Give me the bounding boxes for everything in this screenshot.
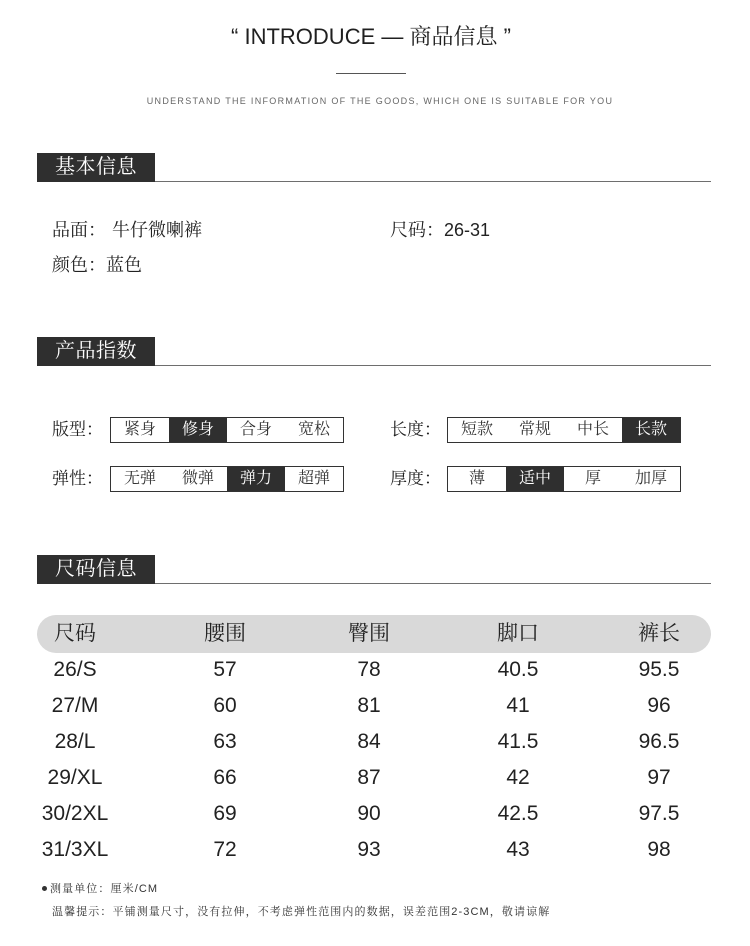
table-row [0,728,750,756]
table-cell: 78 [357,658,381,681]
attr-option-elasticity-1: 微弹 [181,470,214,487]
table-cell: 60 [213,694,237,717]
attr-scale-thickness [447,466,681,492]
attr-scale-length [447,417,681,443]
table-cell: 43 [506,838,530,861]
table-cell: 96.5 [638,730,680,753]
table-cell: 41 [506,694,530,717]
note-measurement-unit [42,882,158,896]
table-cell: 87 [357,766,381,789]
table-cell: 72 [213,838,237,861]
table-row [0,692,750,720]
attr-option-thickness-2: 厚 [584,470,601,487]
table-cell: 63 [213,730,237,753]
table-cell: 42 [506,766,530,789]
attr-scale-fit [110,417,344,443]
column-header-waist: 腰围 [204,622,246,645]
attr-option-thickness-3: 加厚 [634,470,667,487]
info-size-label: 尺码： [390,220,444,240]
table-row [0,836,750,864]
attr-option-fit-3: 宽松 [297,421,330,438]
note-unit-text: 测量单位：厘米/CM [50,883,159,895]
attr-option-length-0: 短款 [460,421,493,438]
attr-option-elasticity-3: 超弹 [297,470,330,487]
info-fabric-value: 牛仔微喇裤 [112,220,202,240]
page-title: “ INTRODUCE — 商品信息 ” [231,24,511,49]
table-cell: 84 [357,730,381,753]
attr-label-fit: 版型： [52,420,103,439]
table-cell: 30/2XL [41,802,109,825]
attr-scale-elasticity [110,466,344,492]
table-cell: 66 [213,766,237,789]
column-header-hem: 脚口 [497,622,539,645]
table-cell: 81 [357,694,381,717]
attr-option-elasticity-2: 弹力 [227,467,285,491]
table-cell: 90 [357,802,381,825]
title-divider [336,73,406,74]
info-color [52,253,142,277]
attr-label-length: 长度： [390,420,441,439]
note-tip: 温馨提示：平铺测量尺寸，没有拉伸，不考虑弹性范围内的数据，误差范围2-3CM，敬请谅解 [52,906,551,918]
bullet-icon [42,886,47,891]
table-cell: 27/M [51,694,99,717]
column-header-size: 尺码 [54,622,96,645]
section-heading-size-info: 尺码信息 [37,555,155,584]
table-cell: 29/XL [47,766,103,789]
table-row [0,656,750,684]
table-cell: 98 [647,838,671,861]
table-cell: 31/3XL [41,838,109,861]
table-cell: 95.5 [638,658,680,681]
size-table-header [0,620,750,648]
attr-option-thickness-1: 适中 [506,467,564,491]
table-cell: 93 [357,838,381,861]
table-cell: 28/L [54,730,96,753]
page-subtitle: UNDERSTAND THE INFORMATION OF THE GOODS, WHICH ONE IS SUITABLE FOR YOU [146,96,614,106]
attr-label-thickness: 厚度： [390,469,441,488]
info-color-label: 颜色： [52,255,106,275]
section-heading-product-index: 产品指数 [37,337,155,366]
table-cell: 26/S [53,658,97,681]
attr-option-length-2: 中长 [576,421,609,438]
table-cell: 69 [213,802,237,825]
info-size-value: 26-31 [444,220,491,240]
attr-option-elasticity-0: 无弹 [123,470,156,487]
attr-option-fit-2: 合身 [239,421,272,438]
info-fabric [52,218,202,242]
table-cell: 42.5 [497,802,539,825]
attr-option-fit-1: 修身 [169,418,227,442]
info-size [390,218,490,242]
info-fabric-label: 品面： [52,220,106,240]
table-cell: 97.5 [638,802,680,825]
attr-label-elasticity: 弹性： [52,469,103,488]
attr-option-length-1: 常规 [518,421,551,438]
column-header-hip: 臀围 [348,622,390,645]
table-row [0,764,750,792]
section-heading-basic-info: 基本信息 [37,153,155,182]
attr-option-fit-0: 紧身 [123,421,156,438]
attr-option-length-3: 长款 [622,418,680,442]
table-cell: 41.5 [497,730,539,753]
table-cell: 96 [647,694,671,717]
info-color-value: 蓝色 [106,255,142,275]
table-cell: 97 [647,766,671,789]
table-cell: 57 [213,658,237,681]
attr-option-thickness-0: 薄 [468,470,485,487]
column-header-length: 裤长 [638,622,680,645]
table-row [0,800,750,828]
table-cell: 40.5 [497,658,539,681]
